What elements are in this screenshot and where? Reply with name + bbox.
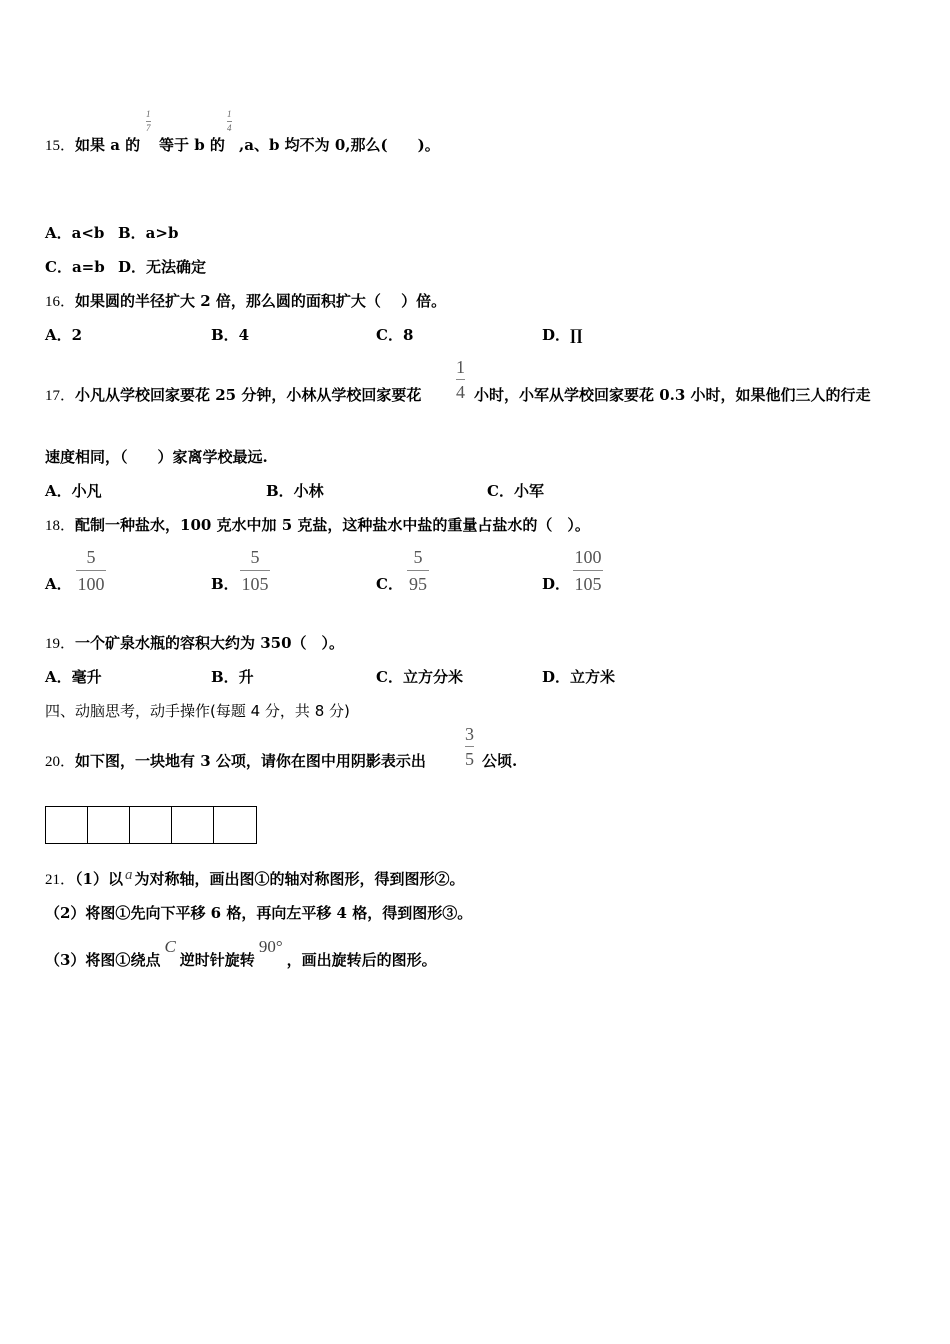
- grid-cell[interactable]: [172, 807, 214, 843]
- q17-text-1: 小凡从学校回家要花 25 分钟，小林从学校回家要花: [75, 386, 422, 404]
- q18-option-a-numerator: 5: [86, 547, 96, 567]
- q19-text: 一个矿泉水瓶的容积大约为 350（ ）。: [75, 634, 345, 652]
- q19-option-c: C．立方分米: [376, 668, 463, 686]
- q21-angle: 90°: [258, 937, 283, 956]
- q17-option-c: C．小军: [487, 482, 544, 500]
- q18-option-d-label: D．: [542, 575, 571, 593]
- q19-option-b: B．升: [211, 668, 254, 686]
- q18-option-b-numerator: 5: [250, 547, 260, 567]
- q19-option-a: A．毫升: [45, 668, 102, 686]
- q20-fraction-numerator: 3: [465, 724, 474, 744]
- section-4-heading: 四、动脑思考，动手操作(每题 4 分，共 8 分): [45, 702, 350, 720]
- q21-axis-variable: a: [124, 867, 133, 883]
- q16-text: 如果圆的半径扩大 2 倍，那么圆的面积扩大（ ）倍。: [75, 292, 447, 310]
- q21-text-3c: ，画出旋转后的图形。: [286, 951, 437, 969]
- q17-fraction: [456, 358, 465, 401]
- q21-text-3b: 逆时针旋转: [179, 951, 255, 969]
- q18-option-b-label: B．: [211, 575, 239, 593]
- q15-text-2: 等于 b 的: [159, 136, 225, 154]
- q18-option-d-denominator: 105: [574, 574, 602, 594]
- q15-option-c: C．a=b: [45, 258, 105, 276]
- q19-line: [45, 632, 344, 653]
- q17-line-2: 速度相同，（ ）家离学校最远.: [45, 448, 268, 466]
- q17-fraction-denominator: 4: [456, 382, 465, 402]
- q16-option-c: C．8: [376, 326, 414, 344]
- q19-option-d: D．立方米: [542, 668, 616, 686]
- q21-text-1b: 为对称轴，画出图①的轴对称图形，得到图形②。: [134, 870, 465, 888]
- q20-land-grid: [45, 806, 257, 844]
- q18-option-c-label: C．: [376, 575, 403, 593]
- q21-line-3: [45, 937, 437, 970]
- q16-option-b: B．4: [211, 326, 250, 344]
- q17-option-b: B．小林: [266, 482, 324, 500]
- q15-fraction-2: [227, 110, 232, 133]
- q20-fraction-denominator: 5: [465, 749, 474, 769]
- q20-text-1: 如下图，一块地有 3 公项，请你在图中用阴影表示出: [75, 752, 426, 770]
- q15-number: 15．: [45, 138, 76, 154]
- q15-option-b: B．a>b: [118, 224, 179, 242]
- q21-point-c: C: [164, 937, 176, 956]
- q18-option-d-numerator: 100: [574, 547, 602, 567]
- grid-cell[interactable]: [88, 807, 130, 843]
- q17-option-a: A．小凡: [45, 482, 102, 500]
- q20-number: 20．: [45, 754, 76, 770]
- q18-option-b-denominator: 105: [241, 574, 269, 594]
- q17-fraction-numerator: 1: [456, 357, 465, 377]
- q21-line-1: [45, 868, 464, 889]
- q20-line: [45, 750, 426, 771]
- q21-text-1a: （1）以: [75, 870, 123, 888]
- q18-option-a-fraction: [76, 548, 106, 593]
- q18-option-c-denominator: 95: [409, 574, 427, 594]
- q20-text-2: 公顷.: [482, 752, 518, 770]
- q15-option-d: D．无法确定: [118, 258, 207, 276]
- q18-option-a-denominator: 100: [77, 574, 105, 594]
- q21-text-3a: （3）将图①绕点: [45, 951, 161, 969]
- q15-fraction-1-numerator: 1: [146, 109, 151, 119]
- q15-fraction-2-numerator: 1: [227, 109, 232, 119]
- q20-fraction: [465, 725, 474, 768]
- q15-text-3: ,a、b 均不为 0,那么( )。: [239, 136, 440, 154]
- q18-line: [45, 514, 590, 535]
- q16-number: 16．: [45, 294, 76, 310]
- q17-text-2: 小时，小军从学校回家要花 0.3 小时，如果他们三人的行走: [474, 386, 871, 404]
- q18-number: 18．: [45, 518, 76, 534]
- q17-number: 17．: [45, 388, 76, 404]
- q19-number: 19．: [45, 636, 76, 652]
- q15-text-1: 如果 a 的: [75, 136, 141, 154]
- q21-number: 21．: [45, 872, 76, 888]
- grid-cell[interactable]: [130, 807, 172, 843]
- q15-option-a: A．a<b: [45, 224, 105, 242]
- q15-fraction-1: [146, 110, 151, 133]
- grid-cell[interactable]: [214, 807, 256, 843]
- q15-line: [45, 134, 140, 155]
- q18-text: 配制一种盐水，100 克水中加 5 克盐，这种盐水中盐的重量占盐水的（ ）。: [75, 516, 590, 534]
- q15-fraction-2-denominator: 4: [227, 123, 232, 133]
- q18-option-c-fraction: [407, 548, 429, 593]
- q16-line: [45, 290, 446, 311]
- q16-option-d: D．∏: [542, 326, 583, 344]
- q18-option-b-fraction: [240, 548, 270, 593]
- q18-option-a-label: A．: [45, 575, 72, 593]
- q17-line-1a: [45, 384, 421, 405]
- q15-fraction-1-denominator: 7: [146, 123, 151, 133]
- q21-line-2: （2）将图①先向下平移 6 格，再向左平移 4 格，得到图形③。: [45, 904, 473, 922]
- q18-option-c-numerator: 5: [413, 547, 423, 567]
- q16-option-a: A．2: [45, 326, 83, 344]
- q18-option-d-fraction: [573, 548, 603, 593]
- grid-cell[interactable]: [46, 807, 88, 843]
